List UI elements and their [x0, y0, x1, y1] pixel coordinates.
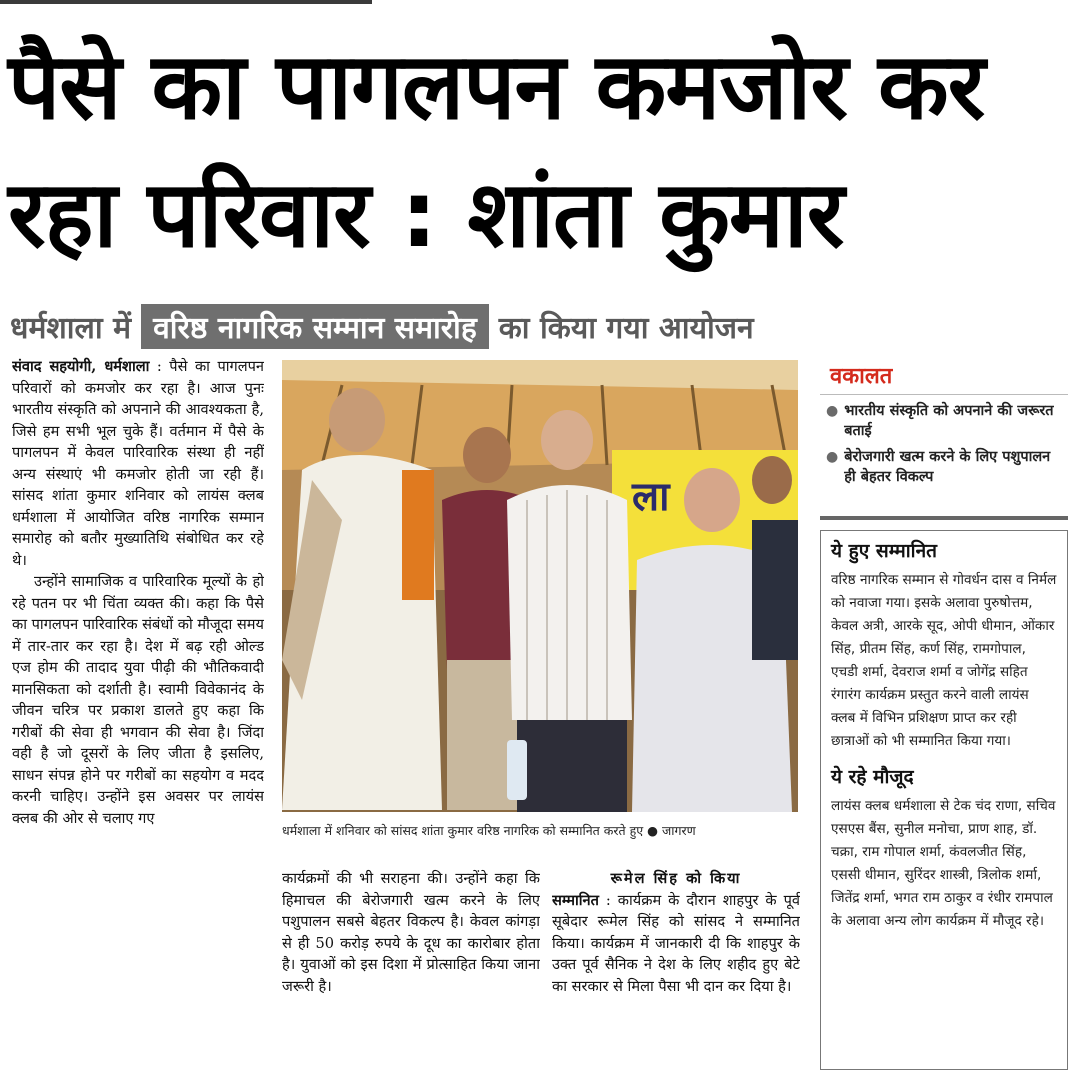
sidebar-box — [820, 530, 1068, 1070]
article-p1-text: : पैसे का पागलपन परिवारों को कमजोर कर रहा है। आज पुनः भारतीय संस्कृति को अपनाने की आवश्यकता है, जिसे हम सभी भूल चुके हैं। वर्तमान में पैसे के पागलपन में केवल पारिवारिक संस्था ही नहीं अन्य संस्थाएं भी कमजोर होती जा रही हैं। सांसद शांता कुमार शनिवार को लायंस क्लब धर्मशाला में आयोजित वरिष्ठ नागरिक सम्मान समारोह को बतौर मुख्यातिथि संबोधित कर रहे थे। — [12, 358, 264, 569]
headline-line-2: रहा परिवार : शांता कुमार — [8, 161, 844, 268]
bullet-icon: ● — [826, 403, 839, 419]
photo-illustration — [282, 360, 798, 812]
sub-story-title: रूमेल सिंह को किया — [610, 870, 742, 887]
present-title: ये रहे मौजूद — [831, 766, 914, 788]
vakalat-item-text: बेरोजगारी खत्म करने के लिए पशुपालन ही बेहतर विकल्प — [844, 449, 1051, 485]
banner-text: ला — [632, 474, 670, 520]
dateline: संवाद सहयोगी, धर्मशाला — [12, 358, 150, 375]
vakalat-item — [820, 441, 1068, 487]
top-strip — [0, 0, 372, 4]
article-column-3 — [552, 868, 800, 1078]
article-paragraph-2: उन्होंने सामाजिक व पारिवारिक मूल्यों के हो रहे पतन पर भी चिंता व्यक्त की। कहा कि पैसे का पागलपन पारिवारिक संबंधों को मौजूदा समय में तार-तार कर रहा है। देश में बढ़ रही ओल्ड एज होम की तादाद युवा पीढ़ी की भौतिकवादी मानसिकता को दर्शाती है। स्वामी विवेकानंद के जीवन चरित्र पर प्रकाश डालते हुए कहा कि गरीबों की सेवा ही भगवान की सेवा है। जिंदा वही है जो दूसरों के लिए जीता है इसलिए, साधन संपन्न होने पर गरीबों का सहयोग व मदद करनी चाहिए। उन्होंने इस अवसर पर लायंस क्लब की ओर से चलाए गए — [12, 573, 264, 827]
subhead-highlight: वरिष्ठ नागरिक सम्मान समारोह — [141, 304, 489, 349]
bullet-icon: ● — [826, 449, 839, 465]
honored-text: वरिष्ठ नागरिक सम्मान से गोवर्धन दास व निर्मल को नवाजा गया। इसके अलावा पुरुषोत्तम, केवल अत्री, आरके सूद, ओपी धीमान, ओंकार सिंह, प्रीतम सिंह, कर्ण सिंह, रामगोपाल, एचडी शर्मा, देवराज शर्मा व जोगेंद्र सहित रंगारंग कार्यक्रम प्रस्तुत करने वाली लायंस क्लब में विभिन प्रशिक्षण प्राप्त कर रही छात्राओं को भी सम्मानित किया गया। — [831, 572, 1057, 749]
article-col2-text: कार्यक्रमों की भी सराहना की। उन्होंने कहा कि हिमाचल की बेरोजगारी खत्म करने के लिए पशुपालन सबसे बेहतर विकल्प है। केवल कांगड़ा से ही 50 करोड़ रुपये के दूध का कारोबार होता है। युवाओं को इस दिशा में प्रोत्साहित किया जाना जरूरी है। — [282, 870, 540, 995]
sub-story-lead: सम्मानित — [552, 891, 599, 909]
subhead-after: का किया गया आयोजन — [498, 310, 754, 346]
present-text: लायंस क्लब धर्मशाला से टेक चंद राणा, सचिव एसएस बैंस, सुनील मनोचा, प्राण शाह, डॉ. चक्रा, राम गोपाल शर्मा, कंवलजीत सिंह, एससी धीमान, सुरिंदर शास्त्री, त्रिलोक शर्मा, जितेंद्र शर्मा, भगत राम ठाकुर व रंधीर रामपाल के अलावा अन्य लोग कार्यक्रम में मौजूद रहे। — [831, 798, 1056, 929]
vakalat-title: वकालत — [820, 360, 1068, 395]
news-photo — [282, 360, 798, 812]
subhead-before: धर्मशाला में — [10, 310, 132, 346]
honored-title: ये हुए सम्मानित — [831, 540, 937, 562]
photo-caption: धर्मशाला में शनिवार को सांसद शांता कुमार वरिष्ठ नागरिक को सम्मानित करते हुए ● जागरण — [282, 823, 696, 838]
article-paragraph-1 — [12, 356, 264, 571]
vakalat-item — [820, 395, 1068, 441]
article-column-1 — [12, 356, 264, 1078]
vakalat-box — [820, 360, 1068, 520]
subheadline — [10, 300, 754, 352]
article-column-2 — [282, 868, 540, 1078]
headline-line-1: पैसे का पागलपन कमजोर कर — [8, 33, 985, 140]
vakalat-item-text: भारतीय संस्कृति को अपनाने की जरूरत बताई — [844, 403, 1054, 439]
sub-story-text: : कार्यक्रम के दौरान शाहपुर के पूर्व सूबेदार रूमेल सिंह को सांसद ने सम्मानित किया। कार्यक्रम में जानकारी दी कि शाहपुर के उक्त पूर्व सैनिक ने देश के लिए शहीद हुए बेटे का सरकार से मिला पैसा भी दान कर दिया है। — [552, 891, 800, 995]
